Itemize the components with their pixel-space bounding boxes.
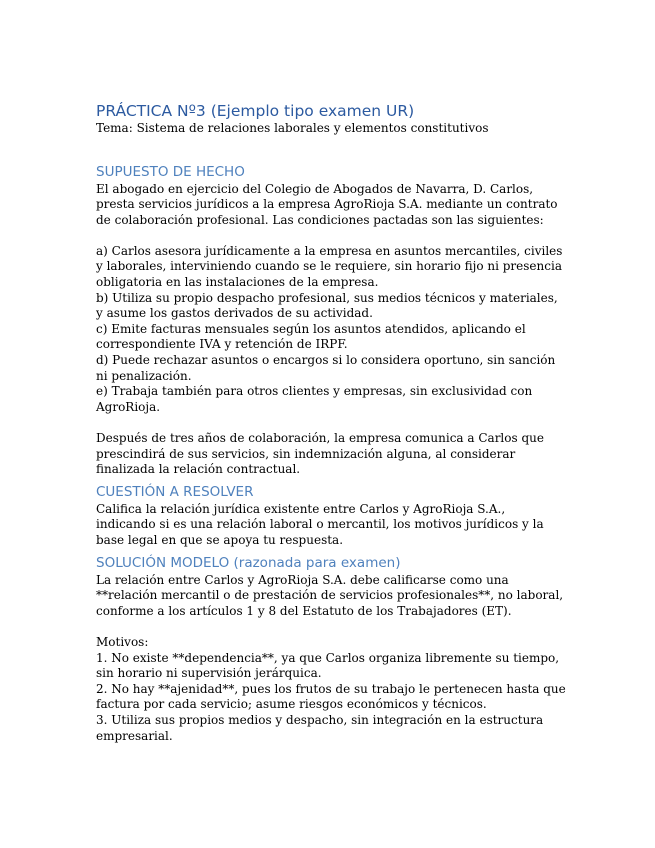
text-line: empresarial. — [96, 728, 173, 743]
text-line: Después de tres años de colaboración, la empresa comunica a Carlos que — [96, 431, 544, 445]
text-line: 1. No existe **dependencia**, ya que Carlos organiza libremente su tiempo, — [96, 650, 560, 665]
text-line: d) Puede rechazar asuntos o encargos si lo considera oportuno, sin sanción — [96, 353, 556, 368]
heading-supuesto-de-hecho: SUPUESTO DE HECHO — [96, 163, 245, 180]
text-line: de colaboración profesional. Las condiciones pactadas son las siguientes: — [96, 212, 544, 227]
text-line: La relación entre Carlos y AgroRioja S.A. debe calificarse como una — [96, 572, 509, 587]
text-line: prescindirá de sus servicios, sin indemnización alguna, al considerar — [96, 446, 516, 461]
heading-cuestion-a-resolver: CUESTIÓN A RESOLVER — [96, 483, 254, 500]
text-line: indicando si es una relación laboral o mercantil, los motivos jurídicos y la — [96, 517, 544, 532]
page-subtitle: Tema: Sistema de relaciones laborales y elementos constitutivos — [96, 121, 489, 135]
text-line: 2. No hay **ajenidad**, pues los frutos de su trabajo le pertenecen hasta que — [96, 681, 566, 696]
motivos-label: Motivos: — [96, 634, 149, 649]
text-line: AgroRioja. — [96, 399, 161, 414]
text-line: obligatoria en las instalaciones de la empresa. — [96, 275, 379, 290]
text-line: e) Trabaja también para otros clientes y empresas, sin exclusividad con — [96, 384, 533, 399]
document-content — [96, 102, 566, 744]
text-line: presta servicios jurídicos a la empresa AgroRioja S.A. mediante un contrato — [96, 197, 558, 212]
text-line: base legal en que se apoya tu respuesta. — [96, 532, 344, 547]
text-line: y laborales, interviniendo cuando se le requiere, sin horario fijo ni presencia — [96, 259, 562, 274]
text-line: factura por cada servicio; asume riesgos económicos y técnicos. — [96, 697, 487, 712]
text-line: **relación mercantil o de prestación de servicios profesionales**, no laboral, — [96, 588, 564, 603]
text-line: correspondiente IVA y retención de IRPF. — [96, 337, 348, 352]
page-title: PRÁCTICA Nº3 (Ejemplo tipo examen UR) — [96, 102, 415, 120]
text-line: 3. Utiliza sus propios medios y despacho, sin integración en la estructura — [96, 712, 544, 727]
text-line: sin horario ni supervisión jerárquica. — [96, 666, 322, 681]
text-line: a) Carlos asesora jurídicamente a la empresa en asuntos mercantiles, civiles — [96, 243, 563, 258]
text-line: finalizada la relación contractual. — [96, 462, 301, 477]
text-line: ni penalización. — [96, 368, 192, 383]
text-line: y asume los gastos derivados de su actividad. — [96, 306, 373, 321]
heading-solucion-modelo: SOLUCIÓN MODELO (razonada para examen) — [96, 554, 401, 571]
text-line: El abogado en ejercicio del Colegio de Abogados de Navarra, D. Carlos, — [96, 181, 534, 196]
text-line: c) Emite facturas mensuales según los asuntos atendidos, aplicando el — [96, 321, 526, 336]
text-line: Califica la relación jurídica existente entre Carlos y AgroRioja S.A., — [96, 501, 506, 516]
text-line: conforme a los artículos 1 y 8 del Estatuto de los Trabajadores (ET). — [96, 603, 512, 618]
text-line: b) Utiliza su propio despacho profesional, sus medios técnicos y materiales, — [96, 290, 558, 305]
